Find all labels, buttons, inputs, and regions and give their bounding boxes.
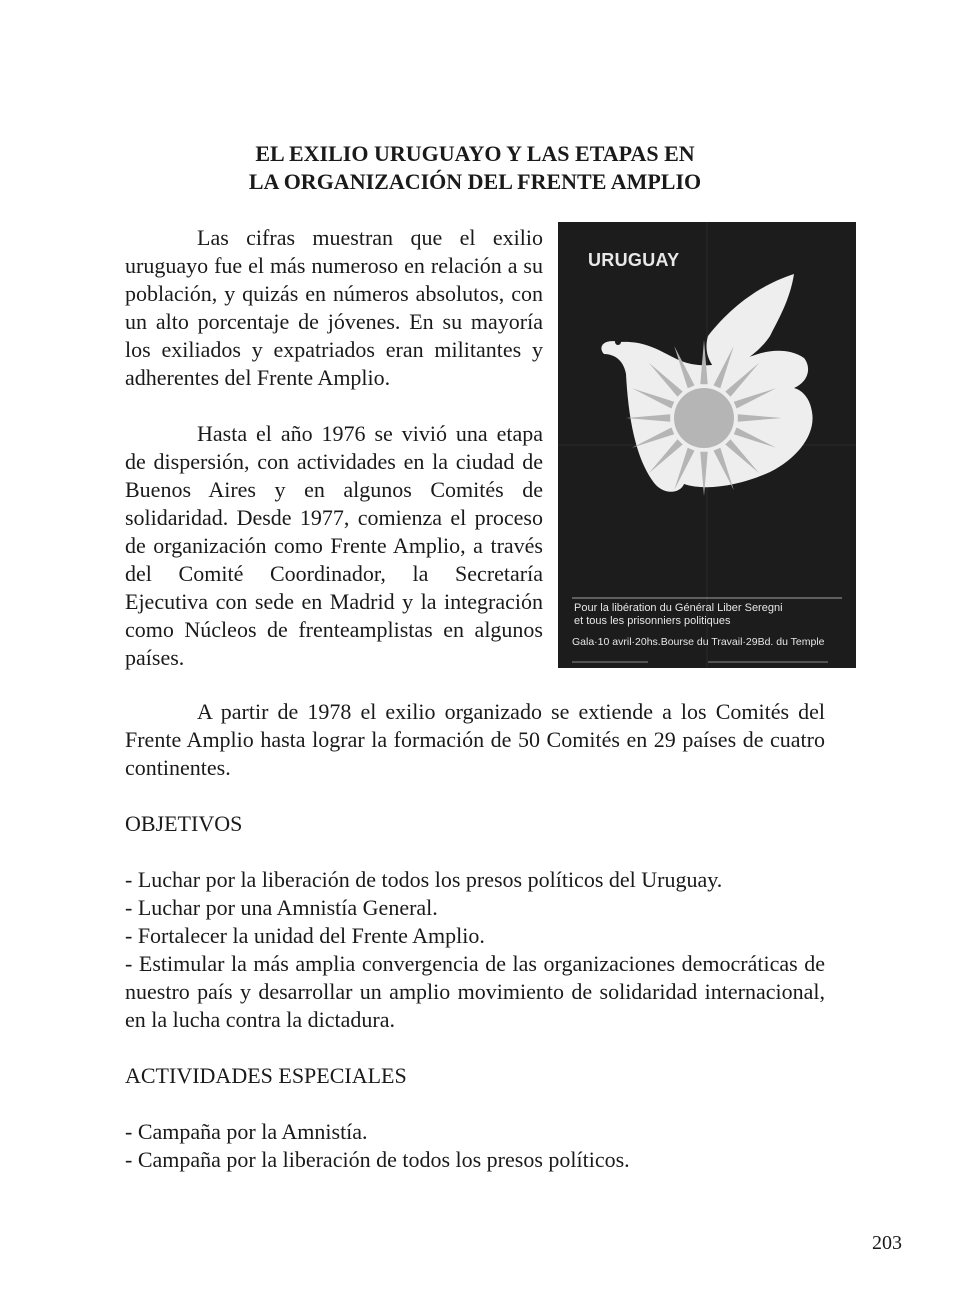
chapter-title bbox=[120, 140, 830, 196]
poster-title: URUGUAY bbox=[588, 250, 680, 270]
objectives-list bbox=[125, 866, 825, 1034]
activities-list bbox=[125, 1118, 825, 1174]
paragraph-dispersion-stage: Hasta el año 1976 se vivió una etapa de dispersión, con actividades en la ciudad de Buenos Aires y en algunos Comités de solidaridad. Desde 1977, comienza el proceso de organización como Frente Amplio, a través del Comité Coordinador, la Secretaría Ejecutiva con sede en Madrid y la integración como Núcleos de frenteamplistas en algunos países. bbox=[125, 421, 543, 670]
list-item: - Fortalecer la unidad del Frente Amplio. bbox=[125, 923, 485, 948]
sun-disc bbox=[674, 388, 734, 448]
poster-caption-line-1: Pour la libération du Général Liber Seregni bbox=[574, 602, 783, 614]
chapter-title-line-2: LA ORGANIZACIÓN DEL FRENTE AMPLIO bbox=[248, 169, 702, 194]
poster-image bbox=[558, 222, 856, 668]
dove-eye bbox=[615, 339, 621, 345]
paragraph-exile-figures: Las cifras muestran que el exilio uruguayo fue el más numeroso en relación a su población, y quizás en números absolutos, con un alto porcentaje de jóvenes. En su mayoría los exiliados y expatriados eran militantes y adherentes del Frente Amplio. bbox=[125, 225, 543, 390]
list-item: - Luchar por una Amnistía General. bbox=[125, 895, 438, 920]
page-number: 203 bbox=[872, 1232, 902, 1254]
objectives-heading: OBJETIVOS bbox=[125, 811, 243, 836]
activities-heading: ACTIVIDADES ESPECIALES bbox=[125, 1063, 407, 1088]
poster-caption-line-3: Gala·10 avril·20hs.Bourse du Travail·29Bd. du Temple bbox=[572, 636, 825, 648]
list-item: - Campaña por la Amnistía. bbox=[125, 1119, 368, 1144]
list-item: - Campaña por la liberación de todos los presos políticos. bbox=[125, 1147, 630, 1172]
list-item: - Luchar por la liberación de todos los presos políticos del Uruguay. bbox=[125, 867, 723, 892]
main-text bbox=[125, 698, 825, 1174]
chapter-title-line-1: EL EXILIO URUGUAYO Y LAS ETAPAS EN bbox=[255, 141, 695, 166]
intro-text bbox=[125, 224, 543, 672]
list-item: - Estimular la más amplia convergencia de las organizaciones democráticas de nuestro país y desarrollar un amplio movimiento de solidaridad internacional, en la lucha contra la dictadura. bbox=[125, 951, 825, 1032]
poster-caption-line-2: et tous les prisonniers politiques bbox=[574, 615, 731, 627]
paragraph-organized-exile: A partir de 1978 el exilio organizado se extiende a los Comités del Frente Amplio hasta lograr la formación de 50 Comités en 29 países de cuatro continentes. bbox=[125, 699, 825, 780]
